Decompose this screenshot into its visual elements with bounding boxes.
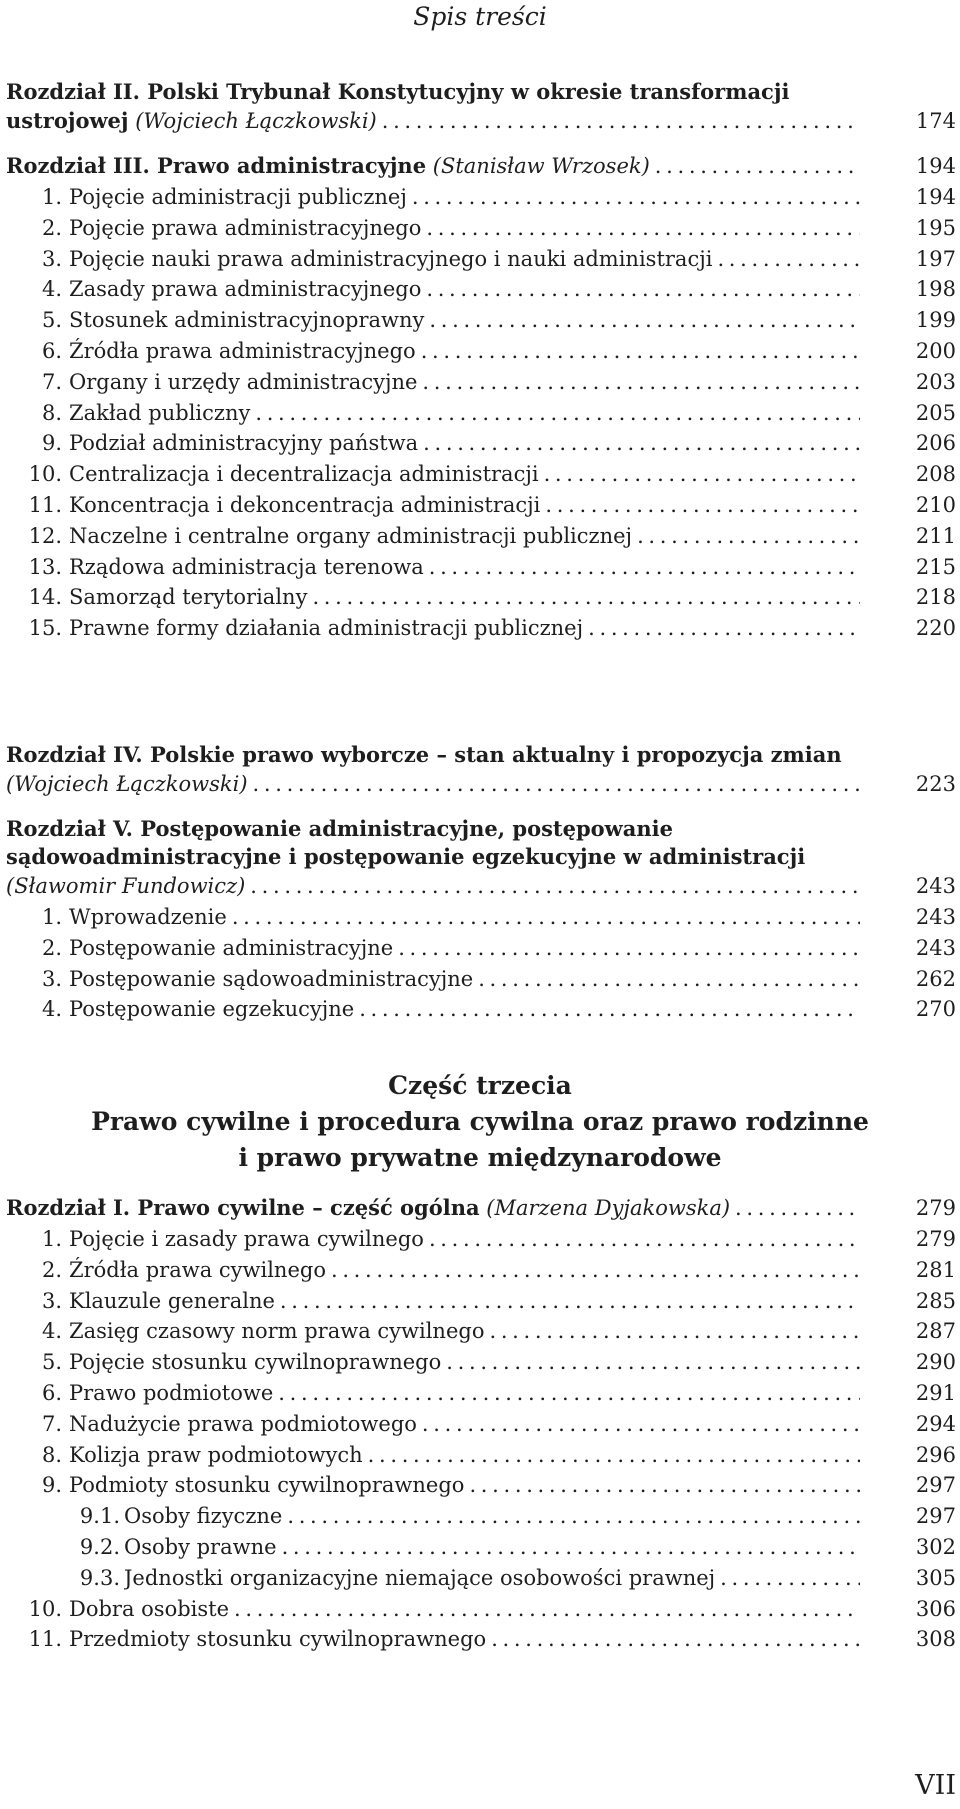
toc-item-number: 15. bbox=[28, 616, 62, 641]
toc-item-page: 306 bbox=[915, 1596, 956, 1621]
toc-item-number: 2. bbox=[41, 935, 62, 960]
dot-leader bbox=[368, 1438, 860, 1472]
dot-leader bbox=[429, 550, 860, 584]
dot-leader bbox=[250, 869, 860, 903]
toc-item-number: 3. bbox=[41, 966, 62, 991]
toc-item[interactable] bbox=[0, 1253, 960, 1287]
toc-item-number: 4. bbox=[41, 277, 62, 302]
toc-item[interactable] bbox=[0, 1222, 960, 1256]
toc-item[interactable] bbox=[0, 550, 960, 584]
toc-item-page: 262 bbox=[915, 966, 956, 991]
toc-item[interactable] bbox=[0, 1284, 960, 1318]
chapter-ii-line1: Rozdział II. Polski Trybunał Konstytucyjny w okresie transformacji bbox=[6, 79, 790, 104]
toc-item[interactable] bbox=[0, 1622, 960, 1656]
dot-leader bbox=[426, 272, 860, 306]
chapter-v-line1: Rozdział V. Postępowanie administracyjne, postępowanie bbox=[6, 816, 673, 841]
toc-item-number: 13. bbox=[28, 554, 62, 579]
dot-leader bbox=[429, 1222, 860, 1256]
toc-item-page: 291 bbox=[915, 1381, 956, 1405]
dot-leader bbox=[717, 242, 860, 276]
toc-item-number: 9. bbox=[41, 1473, 62, 1498]
running-header: Spis treści bbox=[413, 2, 547, 31]
chapter-iii-title: Rozdział III. Prawo administracyjne bbox=[6, 153, 427, 178]
dot-leader bbox=[234, 1592, 860, 1626]
dot-leader bbox=[382, 104, 860, 138]
toc-item-page: 243 bbox=[915, 935, 956, 960]
toc-item-text: Dobra osobiste bbox=[69, 1596, 230, 1621]
toc-item-number: 9.1. bbox=[79, 1504, 120, 1529]
dot-leader bbox=[421, 334, 860, 368]
chapter-iv-line1: Rozdział IV. Polskie prawo wyborcze – stan aktualny i propozycja zmian bbox=[6, 742, 842, 767]
dot-leader bbox=[544, 457, 860, 491]
toc-item-text: Stosunek administracyjnoprawny bbox=[69, 308, 425, 333]
toc-item-number: 9.2. bbox=[79, 1535, 120, 1559]
dot-leader bbox=[469, 1468, 860, 1502]
toc-item-text: Źródła prawa cywilnego bbox=[69, 1257, 326, 1282]
dot-leader bbox=[735, 1191, 860, 1225]
toc-chapter-v-entry[interactable] bbox=[0, 869, 960, 903]
toc-item-number: 14. bbox=[28, 585, 62, 610]
toc-item-page: 197 bbox=[915, 246, 956, 271]
chapter-v-line2: sądowoadministracyjne i postępowanie egzekucyjne w administracji bbox=[6, 844, 806, 869]
toc-item-page: 206 bbox=[915, 431, 956, 456]
toc-item[interactable] bbox=[0, 1376, 960, 1410]
toc-item-page: 203 bbox=[915, 369, 956, 394]
toc-item-number: 9.3. bbox=[79, 1565, 120, 1590]
toc-item-text: Osoby prawne bbox=[124, 1535, 277, 1559]
toc-item-number: 12. bbox=[28, 523, 62, 548]
part3-chapter-i-title: Rozdział I. Prawo cywilne – część ogólna bbox=[6, 1195, 480, 1220]
toc-item-page: 296 bbox=[915, 1442, 956, 1467]
toc-item[interactable] bbox=[0, 962, 960, 996]
toc-item-page: 210 bbox=[915, 493, 956, 517]
toc-item-text: Rządowa administracja terenowa bbox=[69, 554, 424, 579]
toc-item-page: 215 bbox=[915, 554, 956, 579]
toc-item-page: 287 bbox=[915, 1319, 956, 1344]
chapter-iii-author: (Stanisław Wrzosek) bbox=[432, 154, 650, 178]
toc-item-text: Postępowanie sądowoadministracyjne bbox=[69, 966, 474, 991]
toc-item[interactable] bbox=[0, 365, 960, 399]
toc-item-number: 7. bbox=[41, 1411, 62, 1436]
toc-item-text: Jednostki organizacyjne niemające osobowości prawnej bbox=[124, 1565, 716, 1590]
dot-leader bbox=[429, 303, 860, 337]
toc-item-number: 8. bbox=[41, 400, 62, 425]
dot-leader bbox=[588, 611, 860, 645]
toc-item-text: Pojęcie nauki prawa administracyjnego i nauki administracji bbox=[69, 246, 713, 271]
chapter-ii-author: (Wojciech Łączkowski) bbox=[135, 109, 377, 133]
toc-item-page: 297 bbox=[915, 1504, 956, 1529]
part-three-title-1: Prawo cywilne i procedura cywilna oraz prawo rodzinne bbox=[91, 1107, 869, 1136]
toc-item[interactable] bbox=[0, 580, 960, 614]
toc-item[interactable] bbox=[0, 180, 960, 214]
dot-leader bbox=[312, 580, 860, 614]
dot-leader bbox=[412, 180, 860, 214]
toc-item-text: Podmioty stosunku cywilnoprawnego bbox=[69, 1473, 465, 1498]
toc-chapter-ii-entry[interactable] bbox=[0, 104, 960, 138]
toc-item-text: Centralizacja i decentralizacja administracji bbox=[69, 462, 539, 487]
dot-leader bbox=[282, 1530, 860, 1564]
chapter-v-author: (Sławomir Fundowicz) bbox=[6, 874, 246, 898]
toc-item[interactable] bbox=[0, 396, 960, 430]
dot-leader bbox=[446, 1345, 860, 1379]
toc-item-number: 5. bbox=[41, 1350, 62, 1375]
toc-item[interactable] bbox=[0, 457, 960, 491]
toc-item-text: Zasady prawa administracyjnego bbox=[69, 277, 422, 302]
dot-leader bbox=[426, 211, 860, 245]
toc-item-text: Prawne formy działania administracji publicznej bbox=[69, 616, 584, 641]
toc-part3-chapter-i-entry[interactable] bbox=[0, 1191, 960, 1225]
toc-item[interactable] bbox=[0, 900, 960, 934]
toc-item-number: 9. bbox=[41, 431, 62, 456]
toc-item-page: 243 bbox=[915, 905, 956, 929]
toc-item-number: 2. bbox=[41, 215, 62, 240]
toc-item-text: Pojęcie prawa administracyjnego bbox=[69, 215, 422, 240]
toc-item-text: Naczelne i centralne organy administracji publicznej bbox=[69, 523, 633, 548]
toc-item-number: 4. bbox=[41, 997, 62, 1022]
toc-item-page: 281 bbox=[915, 1257, 956, 1282]
toc-item-number: 1. bbox=[41, 905, 62, 929]
toc-item-number: 1. bbox=[41, 185, 62, 209]
dot-leader bbox=[398, 931, 860, 965]
dot-leader bbox=[422, 1407, 860, 1441]
toc-item-text: Prawo podmiotowe bbox=[69, 1381, 274, 1405]
dot-leader bbox=[422, 365, 860, 399]
toc-item-number: 5. bbox=[41, 308, 62, 333]
toc-item[interactable] bbox=[0, 488, 960, 522]
toc-item[interactable] bbox=[0, 1561, 960, 1595]
toc-item[interactable] bbox=[0, 1592, 960, 1626]
toc-item[interactable] bbox=[0, 1438, 960, 1472]
toc-item[interactable] bbox=[0, 611, 960, 645]
toc-item-page: 294 bbox=[915, 1411, 956, 1436]
toc-item-text: Przedmioty stosunku cywilnoprawnego bbox=[69, 1627, 487, 1652]
toc-item[interactable] bbox=[0, 1407, 960, 1441]
dot-leader bbox=[287, 1499, 860, 1533]
part-three-label: Część trzecia bbox=[388, 1071, 572, 1100]
part3-chapter-i-page: 279 bbox=[915, 1196, 956, 1220]
toc-item[interactable] bbox=[0, 303, 960, 337]
dot-leader bbox=[478, 962, 860, 996]
toc-item-page: 270 bbox=[915, 997, 956, 1022]
toc-item-text: Postępowanie administracyjne bbox=[69, 935, 394, 960]
dot-leader bbox=[637, 519, 860, 553]
dot-leader bbox=[280, 1284, 860, 1318]
toc-item-page: 199 bbox=[915, 308, 956, 333]
toc-item-number: 6. bbox=[41, 339, 62, 363]
toc-item-page: 195 bbox=[915, 215, 956, 240]
toc-item-text: Zasięg czasowy norm prawa cywilnego bbox=[69, 1319, 485, 1344]
toc-item-page: 211 bbox=[915, 523, 956, 548]
toc-item-page: 279 bbox=[915, 1227, 956, 1251]
toc-item-number: 10. bbox=[28, 462, 62, 487]
toc-item[interactable] bbox=[0, 426, 960, 460]
toc-item-text: Pojęcie administracji publicznej bbox=[69, 185, 407, 209]
toc-item[interactable] bbox=[0, 242, 960, 276]
toc-chapter-iii-entry[interactable] bbox=[0, 149, 960, 183]
toc-item-text: Wprowadzenie bbox=[69, 905, 227, 929]
part-three-title-2: i prawo prywatne międzynarodowe bbox=[238, 1143, 722, 1172]
toc-item-number: 2. bbox=[41, 1257, 62, 1282]
page-folio: VII bbox=[915, 1770, 956, 1801]
toc-item-page: 205 bbox=[915, 400, 956, 425]
toc-item-page: 290 bbox=[915, 1350, 956, 1375]
dot-leader bbox=[232, 900, 860, 934]
toc-item[interactable] bbox=[0, 272, 960, 306]
toc-item-page: 220 bbox=[915, 616, 956, 641]
toc-item[interactable] bbox=[0, 211, 960, 245]
dot-leader bbox=[489, 1314, 860, 1348]
toc-item-text: Postępowanie egzekucyjne bbox=[69, 997, 355, 1022]
toc-item-text: Klauzule generalne bbox=[69, 1288, 275, 1313]
chapter-ii-page: 174 bbox=[915, 109, 956, 133]
toc-item[interactable] bbox=[0, 519, 960, 553]
toc-item[interactable] bbox=[0, 1468, 960, 1502]
toc-item-number: 7. bbox=[41, 369, 62, 394]
toc-item-text: Pojęcie stosunku cywilnoprawnego bbox=[69, 1350, 442, 1375]
toc-item[interactable] bbox=[0, 1314, 960, 1348]
toc-item-page: 200 bbox=[915, 339, 956, 363]
toc-item-number: 11. bbox=[28, 1627, 62, 1652]
dot-leader bbox=[423, 426, 860, 460]
toc-item-text: Podział administracyjny państwa bbox=[69, 431, 419, 456]
part3-chapter-i-author: (Marzena Dyjakowska) bbox=[486, 1196, 731, 1220]
toc-item-number: 3. bbox=[41, 1288, 62, 1313]
chapter-iv-page: 223 bbox=[915, 772, 956, 796]
toc-item[interactable] bbox=[0, 1530, 960, 1564]
toc-item-text: Osoby fizyczne bbox=[124, 1504, 283, 1529]
toc-item-text: Zakład publiczny bbox=[69, 400, 251, 425]
dot-leader bbox=[359, 992, 860, 1026]
toc-item-number: 8. bbox=[41, 1442, 62, 1467]
toc-item-number: 4. bbox=[41, 1319, 62, 1344]
toc-item-page: 308 bbox=[915, 1627, 956, 1652]
toc-item-number: 3. bbox=[41, 246, 62, 271]
toc-item[interactable] bbox=[0, 1499, 960, 1533]
toc-item[interactable] bbox=[0, 1345, 960, 1379]
dot-leader bbox=[545, 488, 860, 522]
toc-item-text: Organy i urzędy administracyjne bbox=[69, 369, 418, 394]
toc-item-text: Samorząd terytorialny bbox=[69, 585, 308, 610]
toc-item-page: 285 bbox=[915, 1288, 956, 1313]
toc-item-number: 11. bbox=[28, 493, 62, 517]
toc-item-page: 194 bbox=[915, 185, 956, 209]
toc-item-page: 302 bbox=[915, 1535, 956, 1559]
toc-chapter-iv-entry[interactable] bbox=[0, 767, 960, 801]
toc-item-text: Nadużycie prawa podmiotowego bbox=[69, 1411, 417, 1436]
toc-item[interactable] bbox=[0, 334, 960, 368]
chapter-v-page: 243 bbox=[915, 874, 956, 898]
toc-item-text: Źródła prawa administracyjnego bbox=[69, 339, 416, 363]
chapter-ii-line2: ustrojowej bbox=[6, 108, 129, 133]
toc-item-text: Kolizja praw podmiotowych bbox=[69, 1442, 363, 1467]
dot-leader bbox=[255, 396, 860, 430]
dot-leader bbox=[331, 1253, 860, 1287]
toc-item[interactable] bbox=[0, 931, 960, 965]
toc-item-page: 218 bbox=[915, 585, 956, 610]
toc-item-text: Koncentracja i dekoncentracja administracji bbox=[69, 493, 541, 517]
chapter-iii-page: 194 bbox=[915, 154, 956, 178]
dot-leader bbox=[491, 1622, 860, 1656]
toc-item-page: 208 bbox=[915, 462, 956, 487]
dot-leader bbox=[720, 1561, 860, 1595]
toc-item-number: 1. bbox=[41, 1227, 62, 1251]
toc-item-text: Pojęcie i zasady prawa cywilnego bbox=[69, 1227, 424, 1251]
toc-item-number: 10. bbox=[28, 1596, 62, 1621]
toc-item[interactable] bbox=[0, 992, 960, 1026]
dot-leader bbox=[253, 767, 860, 801]
toc-item-page: 305 bbox=[915, 1565, 956, 1590]
dot-leader bbox=[278, 1376, 860, 1410]
chapter-iv-author: (Wojciech Łączkowski) bbox=[6, 772, 248, 796]
dot-leader bbox=[655, 149, 860, 183]
toc-item-number: 6. bbox=[41, 1381, 62, 1405]
toc-item-page: 198 bbox=[915, 277, 956, 302]
toc-item-page: 297 bbox=[915, 1473, 956, 1498]
